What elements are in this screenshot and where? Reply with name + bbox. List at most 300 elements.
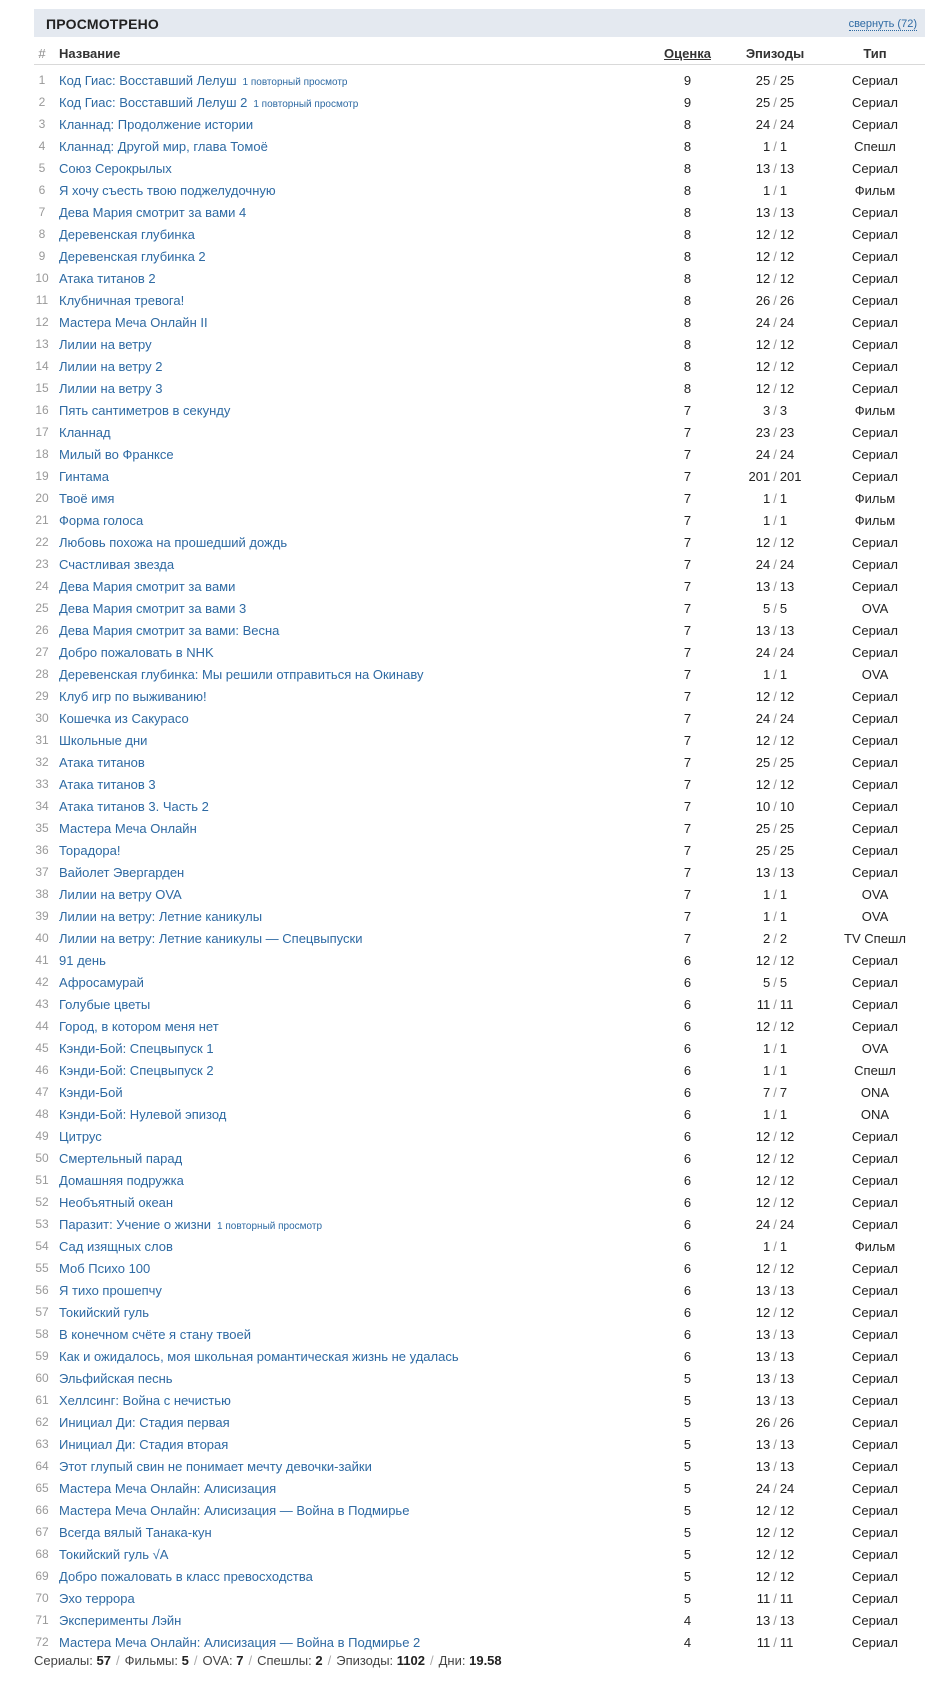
episodes-watched: 12 [755, 336, 771, 352]
title-cell [50, 575, 650, 597]
episodes-watched: 24 [755, 644, 771, 660]
score-value: 8 [683, 138, 692, 154]
anime-title-link[interactable]: Я тихо прошепчу [59, 1282, 162, 1298]
type-value: Сериал [852, 1150, 898, 1166]
title-cell [50, 179, 650, 201]
episodes-separator: / [773, 468, 777, 484]
episodes-watched: 25 [755, 842, 771, 858]
anime-title-link[interactable]: Мастера Меча Онлайн: Алисизация — Война в Подмирье [59, 1502, 410, 1518]
row-number: 32 [35, 755, 49, 769]
anime-title-link[interactable]: 91 день [59, 952, 106, 968]
title-cell [50, 201, 650, 223]
episodes-watched: 12 [755, 732, 771, 748]
episodes-total: 12 [779, 1260, 795, 1276]
anime-title-link[interactable]: Кэнди-Бой [59, 1084, 123, 1100]
episodes-cell [725, 509, 825, 531]
score-value: 6 [683, 1216, 692, 1232]
episodes-cell [725, 1631, 825, 1653]
score-value: 5 [683, 1458, 692, 1474]
anime-title-link[interactable]: Твоё имя [59, 490, 115, 506]
episodes-total: 5 [779, 600, 788, 616]
table-row [34, 839, 925, 861]
type-value: OVA [861, 666, 889, 682]
episodes-total: 12 [779, 270, 795, 286]
anime-title-link[interactable]: Голубые цветы [59, 996, 151, 1012]
anime-title-link[interactable]: Атака титанов 3. Часть 2 [59, 798, 209, 814]
sort-by-score-link[interactable]: Оценка [664, 45, 711, 61]
anime-title-link[interactable]: Всегда вялый Танака-кун [59, 1524, 212, 1540]
table-row [34, 1213, 925, 1235]
episodes-total: 12 [779, 732, 795, 748]
title-cell [50, 1345, 650, 1367]
score-value: 4 [683, 1612, 692, 1628]
episodes-watched: 26 [755, 292, 771, 308]
episodes-separator: / [773, 1480, 777, 1496]
anime-title-link[interactable]: Кэнди-Бой: Спецвыпуск 1 [59, 1040, 214, 1056]
type-value: Сериал [852, 776, 898, 792]
episodes-watched: 23 [755, 424, 771, 440]
row-number: 16 [35, 403, 49, 417]
anime-title-link[interactable]: Лилии на ветру 2 [59, 358, 163, 374]
row-number: 64 [35, 1459, 49, 1473]
collapse-link[interactable]: свернуть (72) [848, 18, 917, 30]
anime-title-link[interactable]: Торадора! [59, 842, 121, 858]
anime-title-link[interactable]: Хеллсинг: Война с нечистью [59, 1392, 231, 1408]
episodes-total: 13 [779, 1282, 795, 1298]
type-value: Фильм [854, 490, 896, 506]
score-value: 7 [683, 490, 692, 506]
episodes-separator: / [773, 754, 777, 770]
episodes-watched: 13 [755, 622, 771, 638]
episodes-total: 13 [779, 578, 795, 594]
score-value: 7 [683, 578, 692, 594]
row-number: 40 [35, 931, 49, 945]
episodes-separator: / [773, 1106, 777, 1122]
episodes-total: 13 [779, 622, 795, 638]
episodes-separator: / [773, 1128, 777, 1144]
table-row [34, 1301, 925, 1323]
table-row [34, 905, 925, 927]
row-number: 54 [35, 1239, 49, 1253]
score-value: 7 [683, 754, 692, 770]
type-value: Фильм [854, 402, 896, 418]
anime-title-link[interactable]: Добро пожаловать в класс превосходства [59, 1568, 313, 1584]
type-value: OVA [861, 908, 889, 924]
episodes-separator: / [773, 1546, 777, 1562]
anime-title-link[interactable]: Кланнад: Другой мир, глава Томоё [59, 138, 268, 154]
rewatch-note: 1 повторный просмотр [242, 76, 348, 88]
score-value: 8 [683, 270, 692, 286]
row-number: 46 [35, 1063, 49, 1077]
episodes-watched: 12 [755, 1150, 771, 1166]
episodes-cell [725, 1323, 825, 1345]
episodes-separator: / [773, 710, 777, 726]
episodes-total: 13 [779, 1458, 795, 1474]
episodes-total: 1 [779, 1062, 788, 1078]
anime-title-link[interactable]: Лилии на ветру 3 [59, 380, 163, 396]
episodes-cell [725, 817, 825, 839]
title-cell [50, 355, 650, 377]
row-number: 44 [35, 1019, 49, 1033]
anime-title-link[interactable]: Пять сантиметров в секунду [59, 402, 231, 418]
score-value: 6 [683, 1018, 692, 1034]
table-row [34, 707, 925, 729]
anime-title-link[interactable]: Необъятный океан [59, 1194, 174, 1210]
anime-title-link[interactable]: Клуб игр по выживанию! [59, 688, 207, 704]
episodes-watched: 12 [755, 1304, 771, 1320]
table-row [34, 245, 925, 267]
anime-title-link[interactable]: Кэнди-Бой: Нулевой эпизод [59, 1106, 227, 1122]
episodes-watched: 12 [755, 1128, 771, 1144]
anime-title-link[interactable]: Дева Мария смотрит за вами 3 [59, 600, 247, 616]
type-value: Сериал [852, 1414, 898, 1430]
row-number: 5 [38, 161, 46, 175]
score-value: 6 [683, 1238, 692, 1254]
section-header [34, 9, 925, 37]
table-row [34, 729, 925, 751]
title-cell [50, 729, 650, 751]
row-number: 29 [35, 689, 49, 703]
anime-title-link[interactable]: Как и ожидалось, моя школьная романтическая жизнь не удалась [59, 1348, 459, 1364]
row-number: 66 [35, 1503, 49, 1517]
table-row [34, 399, 925, 421]
anime-title-link[interactable]: Мастера Меча Онлайн: Алисизация — Война в Подмирье 2 [59, 1634, 421, 1650]
stat-label: Эпизоды: [336, 1653, 394, 1668]
episodes-cell [725, 333, 825, 355]
row-number: 59 [35, 1349, 49, 1363]
anime-title-link[interactable]: Цитрус [59, 1128, 102, 1144]
score-value: 7 [683, 688, 692, 704]
episodes-total: 25 [779, 754, 795, 770]
episodes-watched: 13 [755, 204, 771, 220]
anime-title-link[interactable]: Деревенская глубинка 2 [59, 248, 206, 264]
anime-title-link[interactable]: Смертельный парад [59, 1150, 183, 1166]
title-cell [50, 597, 650, 619]
anime-title-link[interactable]: Милый во Франксе [59, 446, 174, 462]
title-cell [50, 839, 650, 861]
anime-title-link[interactable]: Добро пожаловать в NHK [59, 644, 214, 660]
type-value: Фильм [854, 512, 896, 528]
anime-title-link[interactable]: Домашняя подружка [59, 1172, 184, 1188]
episodes-separator: / [773, 1370, 777, 1386]
episodes-total: 11 [779, 1590, 794, 1606]
anime-title-link[interactable]: Мастера Меча Онлайн: Алисизация [59, 1480, 277, 1496]
episodes-total: 11 [779, 996, 794, 1012]
episodes-watched: 1 [762, 886, 771, 902]
type-value: OVA [861, 600, 889, 616]
table-row [34, 927, 925, 949]
anime-title-link[interactable]: Дева Мария смотрит за вами [59, 578, 236, 594]
score-value: 6 [683, 1304, 692, 1320]
score-value: 7 [683, 886, 692, 902]
episodes-total: 24 [779, 1216, 795, 1232]
table-row [34, 1521, 925, 1543]
anime-title-link[interactable]: Я хочу съесть твою поджелудочную [59, 182, 276, 198]
episodes-cell [725, 575, 825, 597]
anime-title-link[interactable]: Сад изящных слов [59, 1238, 173, 1254]
score-value: 7 [683, 776, 692, 792]
row-number: 53 [35, 1217, 49, 1231]
row-number: 72 [35, 1635, 49, 1649]
anime-title-link[interactable]: Кэнди-Бой: Спецвыпуск 2 [59, 1062, 214, 1078]
row-number: 17 [35, 425, 49, 439]
anime-title-link[interactable]: Клубничная тревога! [59, 292, 185, 308]
anime-title-link[interactable]: Код Гиас: Восставший Лелуш [59, 72, 237, 88]
type-value: Сериал [852, 1128, 898, 1144]
column-header-num: # [34, 42, 50, 65]
episodes-separator: / [773, 424, 777, 440]
title-cell [50, 1455, 650, 1477]
episodes-total: 24 [779, 644, 795, 660]
episodes-watched: 12 [755, 1172, 771, 1188]
anime-title-link[interactable]: Лилии на ветру: Летние каникулы — Спецвыпуски [59, 930, 363, 946]
episodes-cell [725, 553, 825, 575]
episodes-total: 13 [779, 204, 795, 220]
title-cell [50, 69, 650, 91]
table-row [34, 1279, 925, 1301]
title-cell [50, 795, 650, 817]
table-row [34, 1455, 925, 1477]
episodes-total: 12 [779, 1128, 795, 1144]
row-number: 26 [35, 623, 49, 637]
table-row [34, 619, 925, 641]
anime-title-link[interactable]: Лилии на ветру OVA [59, 886, 182, 902]
anime-title-link[interactable]: Эксперименты Лэйн [59, 1612, 182, 1628]
table-row [34, 487, 925, 509]
column-header-score[interactable] [650, 42, 725, 65]
row-number: 67 [35, 1525, 49, 1539]
table-row [34, 443, 925, 465]
title-cell [50, 1521, 650, 1543]
anime-title-link[interactable]: Деревенская глубинка: Мы решили отправиться на Окинаву [59, 666, 424, 682]
type-value: Сериал [852, 1260, 898, 1276]
anime-title-link[interactable]: Гинтама [59, 468, 109, 484]
anime-title-link[interactable]: Любовь похожа на прошедший дождь [59, 534, 288, 550]
table-row [34, 421, 925, 443]
episodes-separator: / [773, 886, 777, 902]
anime-title-link[interactable]: Школьные дни [59, 732, 148, 748]
anime-title-link[interactable]: Атака титанов [59, 754, 145, 770]
anime-title-link[interactable]: Дева Мария смотрит за вами 4 [59, 204, 247, 220]
episodes-cell [725, 355, 825, 377]
anime-title-link[interactable]: Эхо террора [59, 1590, 135, 1606]
title-cell [50, 487, 650, 509]
stat-value: 57 [96, 1653, 111, 1668]
row-number: 41 [35, 953, 49, 967]
row-number: 68 [35, 1547, 49, 1561]
anime-title-link[interactable]: Город, в котором меня нет [59, 1018, 219, 1034]
episodes-cell [725, 311, 825, 333]
episodes-cell [725, 927, 825, 949]
episodes-total: 23 [779, 424, 795, 440]
title-cell [50, 1059, 650, 1081]
type-value: Сериал [852, 336, 898, 352]
episodes-cell [725, 223, 825, 245]
type-value: Сериал [852, 94, 898, 110]
type-value: Сериал [852, 798, 898, 814]
table-row [34, 311, 925, 333]
episodes-watched: 11 [756, 1634, 771, 1650]
episodes-total: 12 [779, 1568, 795, 1584]
anime-title-link[interactable]: Этот глупый свин не понимает мечту девочки-зайки [59, 1458, 372, 1474]
type-value: TV Спешл [844, 930, 906, 946]
table-row [34, 1037, 925, 1059]
episodes-separator: / [773, 1084, 777, 1100]
score-value: 7 [683, 446, 692, 462]
title-cell [50, 663, 650, 685]
anime-title-link[interactable]: Инициал Ди: Стадия вторая [59, 1436, 229, 1452]
anime-title-link[interactable]: Деревенская глубинка [59, 226, 195, 242]
anime-title-link[interactable]: Атака титанов 2 [59, 270, 156, 286]
episodes-separator: / [773, 556, 777, 572]
episodes-total: 1 [779, 666, 788, 682]
episodes-total: 1 [779, 1238, 788, 1254]
episodes-total: 24 [779, 710, 795, 726]
anime-title-link[interactable]: Вайолет Эвергарден [59, 864, 185, 880]
row-number: 9 [38, 249, 46, 263]
stat-value: 19.58 [469, 1653, 502, 1668]
score-value: 8 [683, 116, 692, 132]
title-cell [50, 135, 650, 157]
type-value: Сериал [852, 468, 898, 484]
episodes-cell [725, 971, 825, 993]
type-value: Сериал [852, 292, 898, 308]
episodes-total: 12 [779, 1194, 795, 1210]
anime-title-link[interactable]: Атака титанов 3 [59, 776, 156, 792]
episodes-total: 12 [779, 1018, 795, 1034]
type-value: Сериал [852, 732, 898, 748]
episodes-cell [725, 1477, 825, 1499]
type-value: Сериал [852, 974, 898, 990]
title-cell [50, 773, 650, 795]
anime-title-link[interactable]: Лилии на ветру: Летние каникулы [59, 908, 263, 924]
row-number: 52 [35, 1195, 49, 1209]
title-cell [50, 1389, 650, 1411]
anime-title-link[interactable]: Счастливая звезда [59, 556, 175, 572]
score-value: 5 [683, 1370, 692, 1386]
episodes-total: 1 [779, 512, 788, 528]
type-value: Сериал [852, 996, 898, 1012]
episodes-watched: 12 [755, 776, 771, 792]
score-value: 6 [683, 1128, 692, 1144]
episodes-cell [725, 1147, 825, 1169]
episodes-separator: / [773, 1612, 777, 1628]
episodes-cell [725, 751, 825, 773]
episodes-separator: / [773, 776, 777, 792]
score-value: 8 [683, 182, 692, 198]
episodes-separator: / [773, 1436, 777, 1452]
row-number: 49 [35, 1129, 49, 1143]
score-value: 7 [683, 732, 692, 748]
anime-title-link[interactable]: Моб Психо 100 [59, 1260, 151, 1276]
type-value: Сериал [852, 270, 898, 286]
episodes-separator: / [773, 864, 777, 880]
episodes-watched: 24 [755, 1216, 771, 1232]
table-row [34, 135, 925, 157]
stat-label: Спешлы: [257, 1653, 312, 1668]
type-value: Сериал [852, 424, 898, 440]
episodes-watched: 1 [762, 908, 771, 924]
type-value: Сериал [852, 248, 898, 264]
score-value: 6 [683, 1084, 692, 1100]
episodes-watched: 12 [755, 1568, 771, 1584]
row-number: 15 [35, 381, 49, 395]
anime-title-link[interactable]: Союз Серокрылых [59, 160, 172, 176]
episodes-total: 13 [779, 160, 795, 176]
episodes-separator: / [773, 402, 777, 418]
type-value: Сериал [852, 72, 898, 88]
score-value: 7 [683, 556, 692, 572]
anime-title-link[interactable]: Токийский гуль [59, 1304, 150, 1320]
episodes-separator: / [773, 72, 777, 88]
anime-title-link[interactable]: Токийский гуль √A [59, 1546, 169, 1562]
table-row [34, 223, 925, 245]
score-value: 7 [683, 512, 692, 528]
anime-title-link[interactable]: Кланнад: Продолжение истории [59, 116, 254, 132]
episodes-total: 12 [779, 380, 795, 396]
episodes-separator: / [773, 1458, 777, 1474]
episodes-total: 11 [779, 1634, 794, 1650]
anime-title-link[interactable]: Паразит: Учение о жизни [59, 1216, 212, 1232]
title-cell [50, 1367, 650, 1389]
episodes-total: 1 [779, 1040, 788, 1056]
table-row [34, 465, 925, 487]
anime-title-link[interactable]: Инициал Ди: Стадия первая [59, 1414, 230, 1430]
row-number: 38 [35, 887, 49, 901]
episodes-cell [725, 91, 825, 113]
rewatch-note: 1 повторный просмотр [217, 1220, 323, 1232]
anime-title-link[interactable]: Код Гиас: Восставший Лелуш 2 [59, 94, 248, 110]
type-value: Сериал [852, 1392, 898, 1408]
title-cell [50, 553, 650, 575]
title-cell [50, 1103, 650, 1125]
episodes-separator: / [773, 644, 777, 660]
table-row [34, 289, 925, 311]
type-value: Сериал [852, 358, 898, 374]
row-number: 47 [35, 1085, 49, 1099]
anime-title-link[interactable]: Мастера Меча Онлайн [59, 820, 197, 836]
title-cell [50, 1015, 650, 1037]
score-value: 5 [683, 1546, 692, 1562]
anime-title-link[interactable]: Мастера Меча Онлайн II [59, 314, 208, 330]
row-number: 71 [35, 1613, 49, 1627]
score-value: 7 [683, 622, 692, 638]
episodes-separator: / [773, 1304, 777, 1320]
anime-title-link[interactable]: В конечном счёте я стану твоей [59, 1326, 251, 1342]
anime-title-link[interactable]: Лилии на ветру [59, 336, 152, 352]
anime-title-link[interactable]: Форма голоса [59, 512, 144, 528]
episodes-cell [725, 1059, 825, 1081]
anime-title-link[interactable]: Кошечка из Сакурасо [59, 710, 189, 726]
row-number: 7 [38, 205, 46, 219]
anime-title-link[interactable]: Эльфийская песнь [59, 1370, 173, 1386]
episodes-watched: 2 [762, 930, 771, 946]
episodes-separator: / [773, 534, 777, 550]
anime-title-link[interactable]: Дева Мария смотрит за вами: Весна [59, 622, 280, 638]
episodes-total: 24 [779, 314, 795, 330]
row-number: 36 [35, 843, 49, 857]
score-value: 7 [683, 908, 692, 924]
episodes-watched: 12 [755, 270, 771, 286]
title-cell [50, 223, 650, 245]
anime-title-link[interactable]: Афросамурай [59, 974, 144, 990]
title-cell [50, 641, 650, 663]
anime-title-link[interactable]: Кланнад [59, 424, 111, 440]
score-value: 8 [683, 336, 692, 352]
row-number: 45 [35, 1041, 49, 1055]
title-cell [50, 619, 650, 641]
episodes-cell [725, 641, 825, 663]
